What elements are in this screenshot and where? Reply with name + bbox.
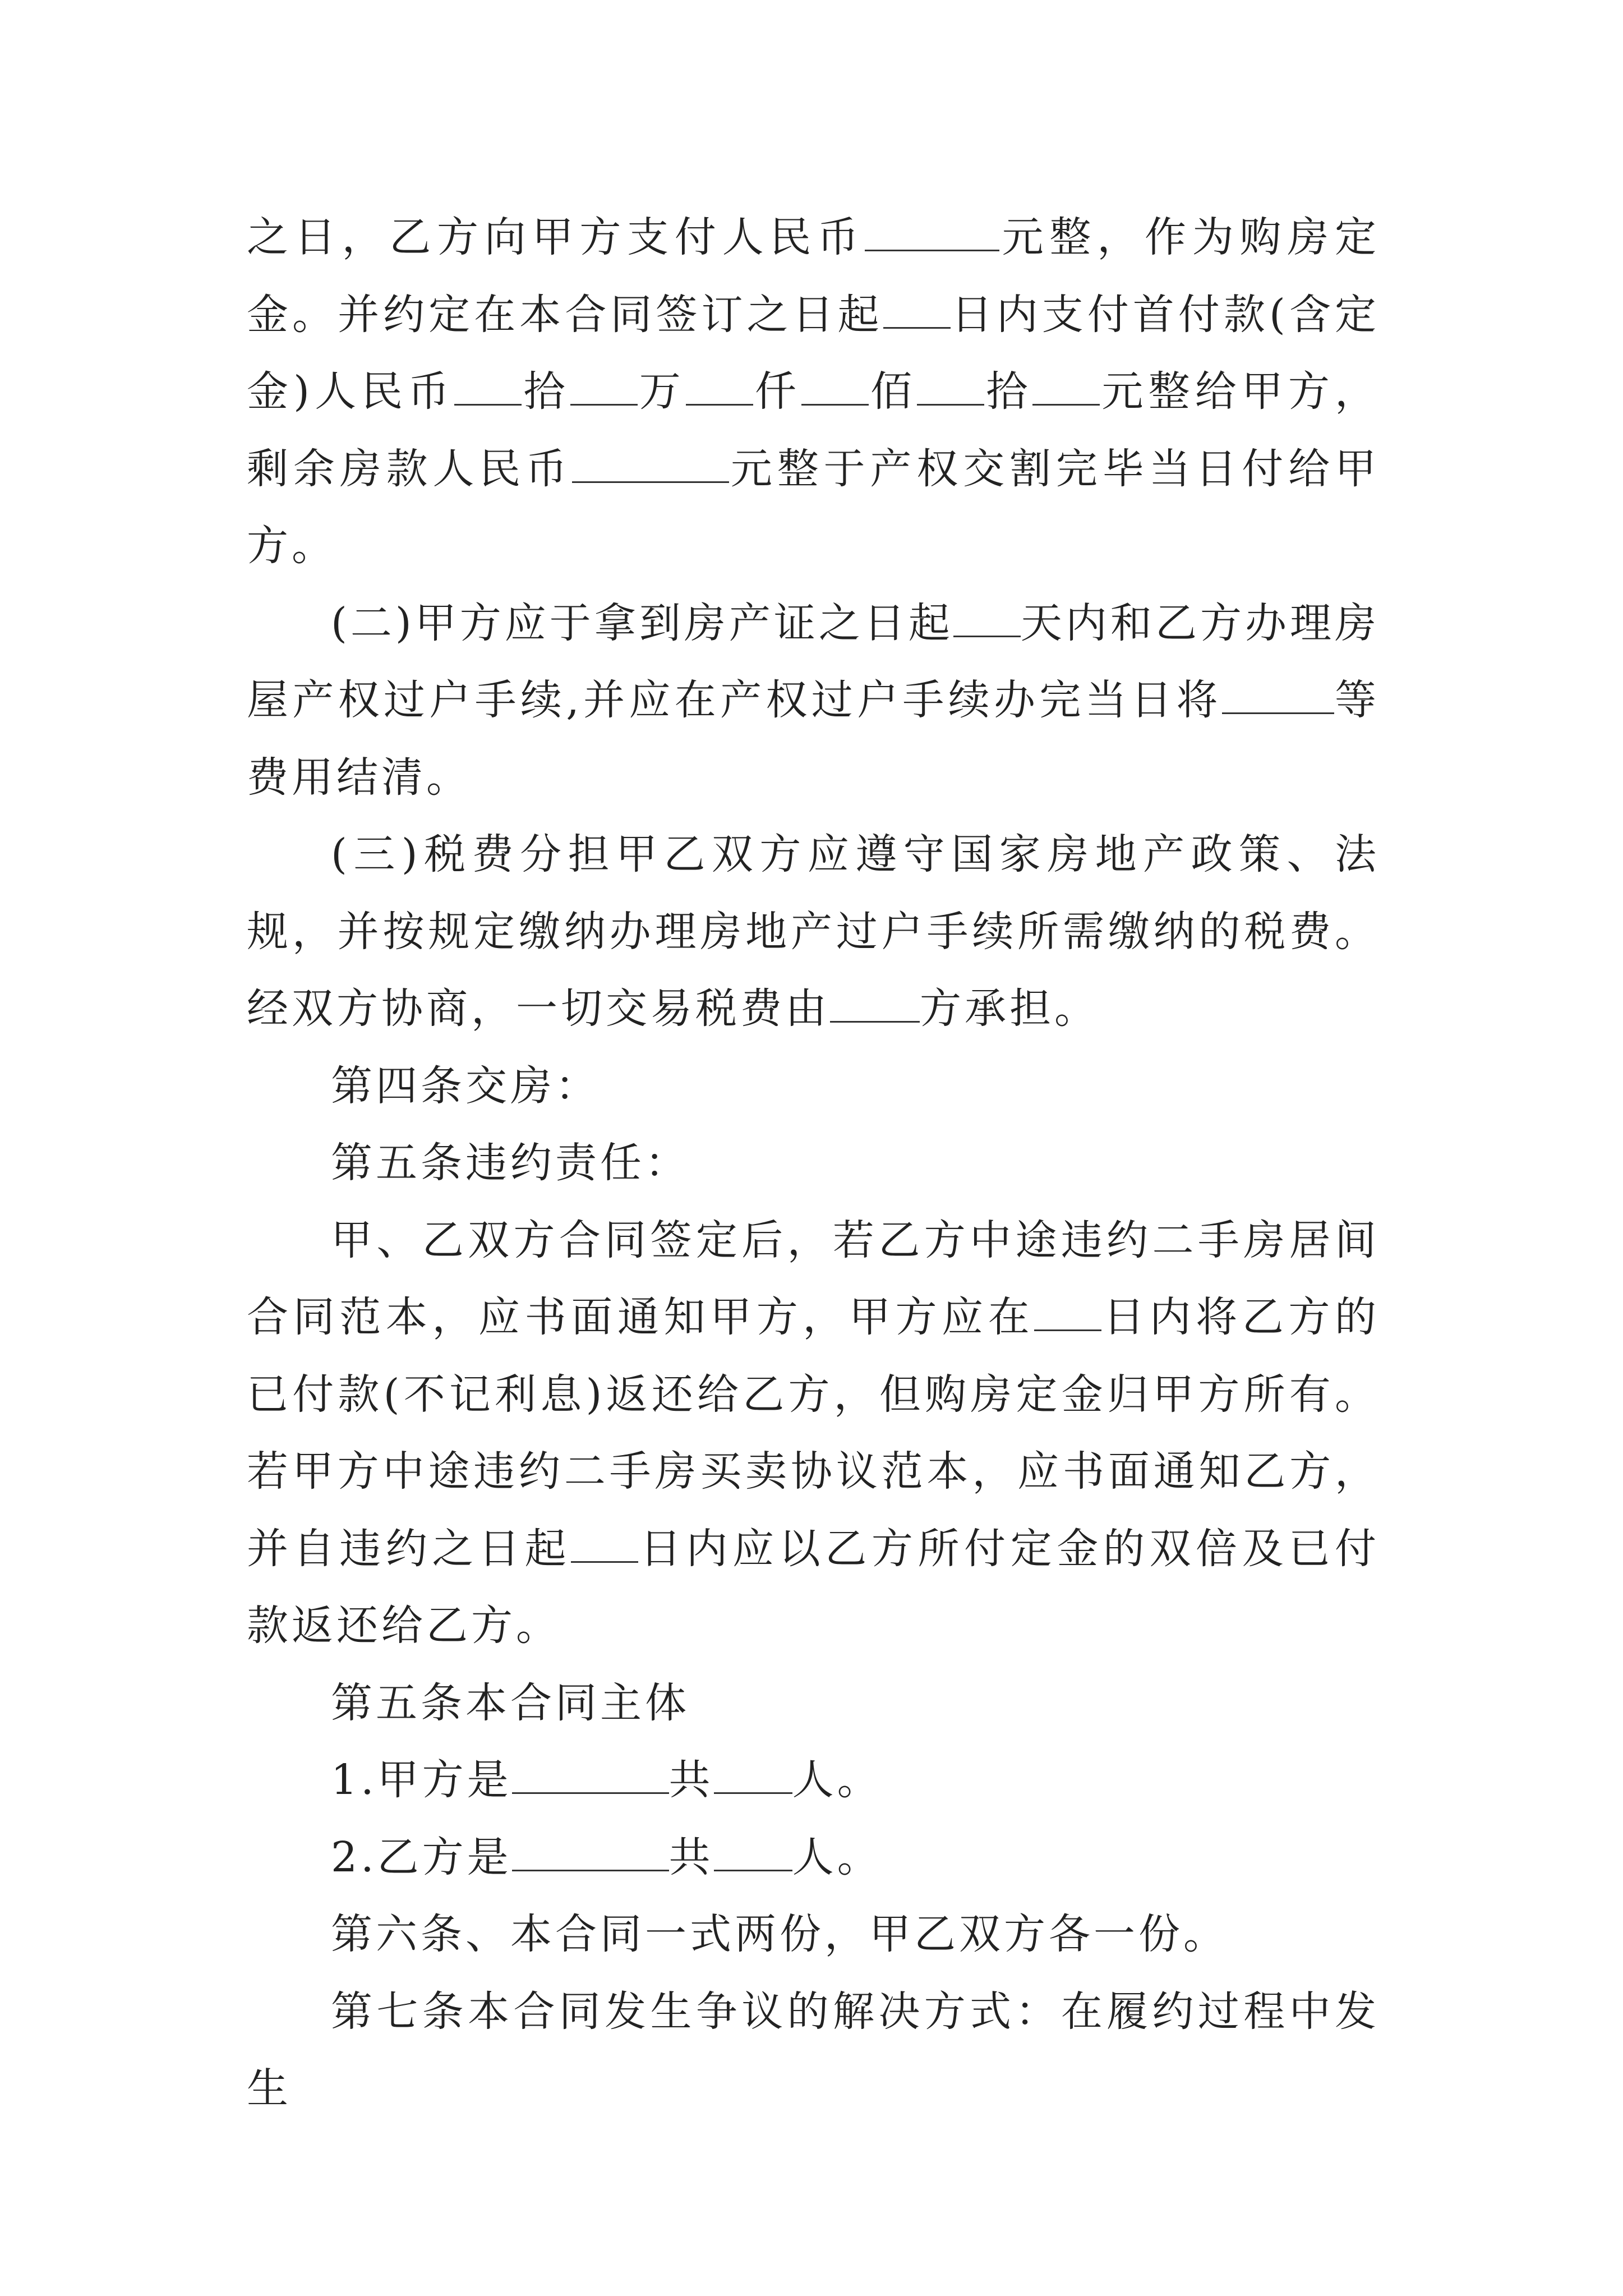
text-segment: 佰 [869, 367, 917, 416]
text-segment: (三)税费分担甲乙双方应遵守国家房地产政策、法规，并按规定缴纳办理房地产过户手续所需缴纳的税费。经双方协商，一切交易税费由 [247, 830, 1380, 1033]
paragraph-article-5-liability [247, 1125, 1380, 1202]
text-segment: 万 [637, 367, 686, 416]
text-segment: 2.乙方是 [331, 1833, 512, 1881]
fill-in-blank [686, 366, 753, 406]
paragraph-breach-terms [247, 1202, 1380, 1665]
fill-in-blank [883, 289, 951, 329]
text-segment: 等费用结清。 [247, 676, 1380, 802]
text-segment: 第五条违约责任： [331, 1139, 690, 1187]
text-segment: 1.甲方是 [331, 1756, 512, 1804]
fill-in-blank [714, 1832, 792, 1871]
fill-in-blank [512, 1755, 669, 1794]
text-segment: 日内应以乙方所付定金的双倍及已付款返还给乙方。 [247, 1524, 1380, 1650]
fill-in-blank [454, 366, 522, 406]
text-segment: 之日，乙方向甲方支付人民币 [247, 213, 865, 261]
text-segment: 拾 [984, 367, 1033, 416]
text-segment: 拾 [522, 367, 570, 416]
text-segment: 甲、乙双方合同签定后，若乙方中途违约二手房居间合同范本，应书面通知甲方，甲方应在 [247, 1216, 1380, 1341]
text-segment: 第四条交房： [331, 1061, 600, 1110]
text-segment: 日内将乙方的已付款(不记利息)返还给乙方，但购房定金归甲方所有。若甲方中途违约二手房买卖协议范本，应书面通知乙方，并自违约之日起 [247, 1293, 1380, 1573]
fill-in-blank [917, 366, 984, 406]
text-segment: (二)甲方应于拿到房产证之日起 [331, 599, 953, 647]
paragraph-article-5-parties [247, 1665, 1380, 1742]
fill-in-blank [571, 1524, 638, 1563]
text-segment: 人。 [792, 1756, 882, 1804]
text-segment: 仟 [753, 367, 801, 416]
paragraph-article-4 [247, 1048, 1380, 1125]
paragraph-article-7 [247, 1973, 1380, 2128]
paragraph-payment-terms [247, 199, 1380, 585]
fill-in-blank [865, 212, 999, 251]
fill-in-blank [1032, 366, 1100, 406]
fill-in-blank [572, 444, 729, 483]
fill-in-blank [1034, 1292, 1101, 1331]
paragraph-tax-sharing [247, 816, 1380, 1048]
text-segment: 共 [668, 1756, 714, 1804]
text-segment: 人。 [792, 1833, 882, 1881]
paragraph-party-a [247, 1742, 1380, 1819]
text-segment: 第六条、本合同一式两份，甲乙双方各一份。 [331, 1910, 1228, 1958]
fill-in-blank [1222, 675, 1334, 714]
paragraph-transfer-procedure [247, 585, 1380, 817]
fill-in-blank [801, 366, 869, 406]
text-segment: 第七条本合同发生争议的解决方式：在履约过程中发生 [247, 1987, 1380, 2113]
text-segment: 天内和乙方办理房屋产权过户手续,并应在产权过户手续办完当日将 [247, 599, 1380, 724]
fill-in-blank [714, 1755, 792, 1794]
text-segment: 共 [668, 1833, 714, 1881]
text-segment: 方承担。 [920, 984, 1099, 1033]
fill-in-blank [830, 983, 920, 1023]
text-segment: 日内支付首付款(含定金)人民币 [247, 290, 1380, 416]
paragraph-party-b [247, 1819, 1380, 1897]
text-segment: 元整，作为购房定金。并约定在本合同签订之日起 [247, 213, 1380, 339]
fill-in-blank [570, 366, 638, 406]
contract-text-body [247, 199, 1380, 2128]
fill-in-blank [512, 1832, 669, 1871]
fill-in-blank [953, 598, 1021, 637]
text-segment: 元整于产权交割完毕当日付给甲方。 [247, 444, 1380, 570]
text-segment: 元整给甲方，剩余房款人民币 [247, 367, 1380, 493]
paragraph-article-6 [247, 1896, 1380, 1973]
text-segment: 第五条本合同主体 [331, 1678, 690, 1727]
